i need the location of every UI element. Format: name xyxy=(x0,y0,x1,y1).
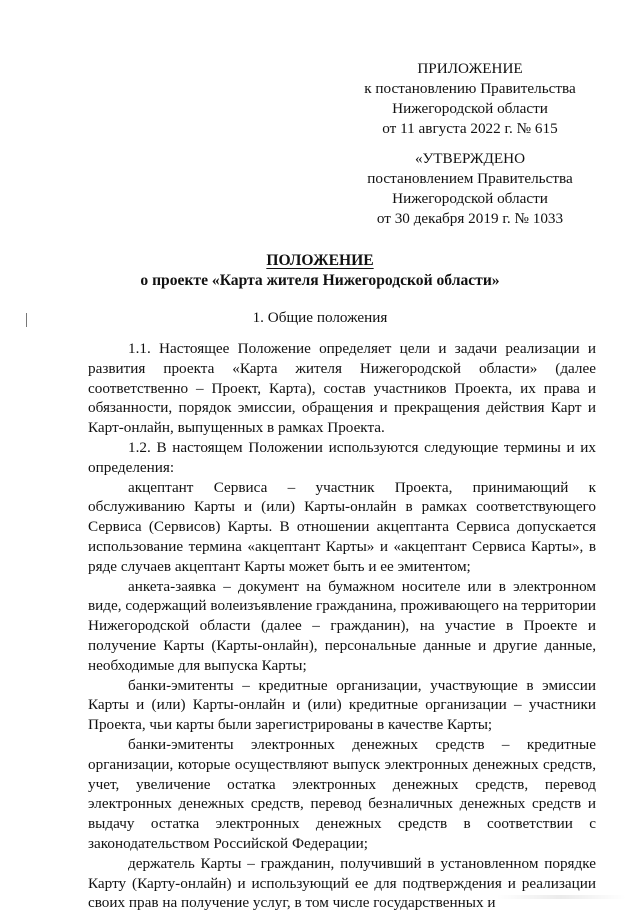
paragraph: акцептант Сервиса – участник Проекта, принимающий к обслуживанию Карты и (или) Карты-онлайн в рамках соответствующего Сервиса (Сервисов) Карты. В отношении акцептанта Сервиса допускается использование термина «акцептант Карты» и «акцептант Сервиса Карты», в ряде случаев акцептант Карты может быть и ее эмитентом; xyxy=(88,478,596,575)
approved-heading: «УТВЕРЖДЕНО xyxy=(414,150,526,167)
paragraph: банки-эмитенты – кредитные организации, участвующие в эмиссии Карты и (или) Карты-онлайн и (или) кредитные организации – участники Проекта, чьи карты были зарегистрированы в качестве Карты; xyxy=(88,676,596,734)
scan-footer-noise xyxy=(496,895,626,899)
paragraph: 1.2. В настоящем Положении используются следующие термины и их определения: xyxy=(88,438,596,476)
approved-date: от 30 декабря 2019 г. № 1033 xyxy=(376,210,564,227)
section-heading: 1. Общие положения xyxy=(252,309,388,326)
document-subtitle: о проекте «Карта жителя Нижегородской области» xyxy=(140,272,500,289)
appendix-block xyxy=(330,59,610,139)
approved-line: постановлением Правительства xyxy=(367,170,573,187)
approved-line: Нижегородской области xyxy=(392,190,548,207)
paragraph: 1.1. Настоящее Положение определяет цели и задачи реализации и развития проекта «Карта жителя Нижегородской области» (далее соответственно – Проект, Карта), состав участников Проекта, их права и обязанности, порядок эмиссии, обращения и прекращения действия Карт и Карт-онлайн, выпущенных в рамках Проекта. xyxy=(88,340,596,437)
paragraph: держатель Карты – гражданин, получивший в установленном порядке Карту (Карту-онлайн) и использующий ее для подтверждения и реализации своих прав на получение услуг, в том числе государственных и xyxy=(88,854,596,912)
document-title: ПОЛОЖЕНИЕ xyxy=(266,252,374,269)
appendix-heading: ПРИЛОЖЕНИЕ xyxy=(417,60,523,77)
paragraph: банки-эмитенты электронных денежных средств – кредитные организации, которые осуществляют выпуск электронных денежных средств, учет, увеличение остатка электронных денежных средств, перевод электронных денежных средств, перевод безналичных денежных средств и выдачу остатка электронных денежных средств в соответствии с законодательством Российской Федерации; xyxy=(88,735,596,852)
appendix-line: Нижегородской области xyxy=(392,100,548,117)
paragraph: анкета-заявка – документ на бумажном носителе или в электронном виде, содержащий волеизъявление гражданина, проживающего на территории Нижегородской области (далее – гражданин), на участие в Проекте и получение Карты (Карты-онлайн), персональные данные и другие данные, необходимые для выпуска Карты; xyxy=(88,577,596,674)
appendix-date: от 11 августа 2022 г. № 615 xyxy=(382,120,558,137)
approved-block xyxy=(330,149,610,229)
appendix-line: к постановлению Правительства xyxy=(364,80,576,97)
document-body xyxy=(88,339,596,913)
